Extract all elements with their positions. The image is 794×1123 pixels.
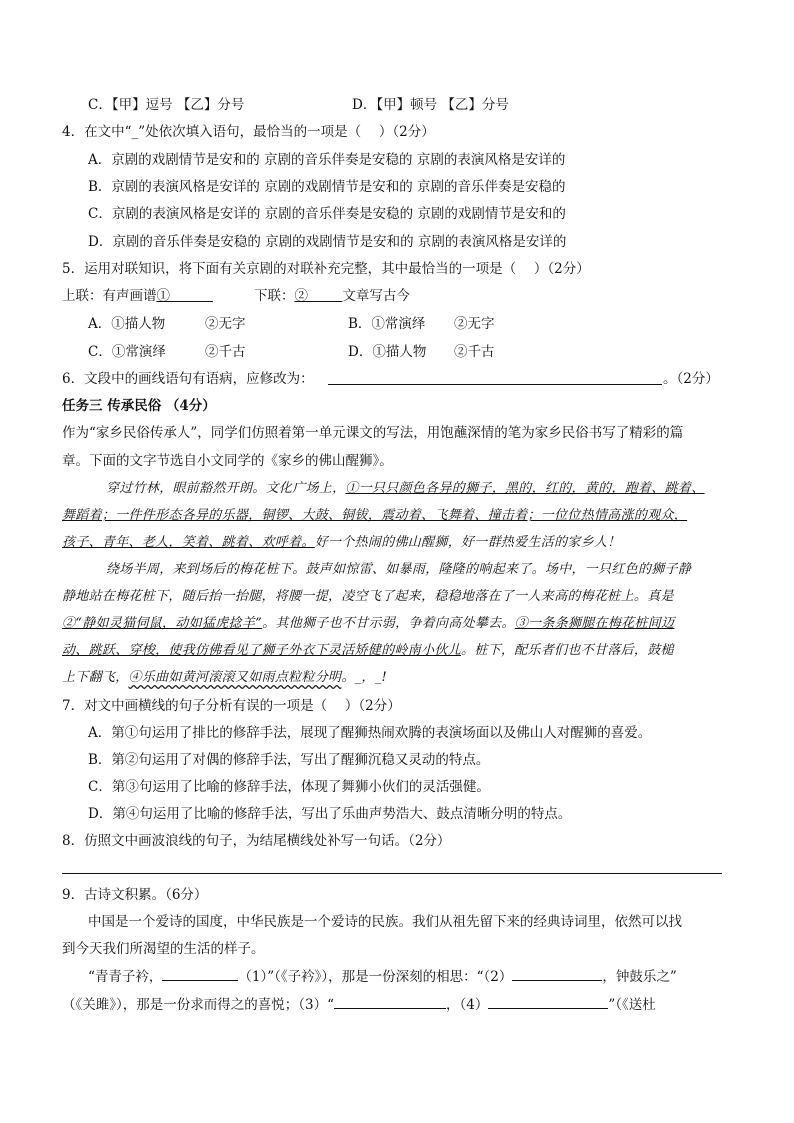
q5-option-d-2: ②千古 (454, 344, 495, 360)
q6-stem: 6．文段中的画线语句有语病，应修改为： (62, 371, 314, 387)
blank-2[interactable] (512, 966, 602, 981)
q5-option-c-1: C．①常演绎 (88, 344, 166, 360)
q4-option-a: A．京剧的戏剧情节是安和的 京剧的音乐伴奏是安稳的 京剧的表演风格是安详的 (88, 152, 566, 168)
q8-stem: 8．仿照文中画波浪线的句子，为结尾横线处补写一句话。（2分） (62, 833, 451, 849)
couplet-lower (254, 286, 410, 306)
q3-option-c: C．【甲】逗号 【乙】分号 (88, 97, 245, 113)
passage-text: 。桩下，配乐者们也不甘落后，鼓槌 (461, 643, 674, 658)
q5-stem: 5．运用对联知识，将下面有关京剧的对联补充完整，其中最恰当的一项是（ ）（2分） (62, 261, 590, 277)
q3-option-d: D．【甲】顿号 【乙】分号 (352, 97, 509, 113)
q9-text: （《关雎》），那是一份求而得之的喜悦；（3）“ (62, 997, 334, 1013)
q7-option-a: A．第①句运用了排比的修辞手法，展现了醒狮热闹欢腾的表演场面以及佛山人对醒狮的喜爱。 (88, 725, 652, 741)
q9-paragraph-line2: 到今天我们所渴望的生活的样子。 (62, 941, 265, 957)
q9-text: ，钟鼓乐之” (602, 969, 677, 985)
couplet-upper (62, 286, 213, 306)
passage-p1-line2: 舞蹈着；一件件形态各异的乐器，铜锣、大鼓、铜钹，震动着、飞舞着、撞击着；一位位热情高涨的观众， (62, 508, 688, 523)
q4-stem: 4．在文中“_”处依次填入语句，最恰当的一项是（ ）（2分） (62, 124, 435, 140)
couplet-upper-blank[interactable] (157, 288, 213, 304)
couplet-lower-prefix: 下联： (254, 288, 295, 304)
q9-text: ”（《送杜 (608, 997, 656, 1013)
q9-text: （1）”（《子衿》），那是一份深刻的相思：“（2） (238, 969, 513, 985)
task3-intro-line2: 章。下面的文字节选自小文同学的《家乡的佛山醒狮》。 (62, 453, 393, 469)
passage-p1-line3 (62, 533, 621, 553)
passage-text: 。其他狮子也不甘示弱，争着向高处攀去。 (262, 616, 515, 631)
q5-option-b-1: B．①常演绎 (348, 316, 426, 332)
q6-end: 。（2分） (663, 371, 719, 387)
q9-text: ，（4） (446, 997, 489, 1013)
passage-p2-line4 (62, 641, 674, 661)
underlined-sentence-3: ③一条条狮腿在梅花桩间迈 (514, 616, 675, 631)
passage-p2-line5 (62, 668, 387, 688)
task3-title: 任务三 传承民俗 （4分） (62, 398, 216, 414)
q7-option-b: B．第②句运用了对偶的修辞手法，写出了醒狮沉稳又灵动的特点。 (88, 752, 490, 768)
q7-option-c: C．第③句运用了比喻的修辞手法，体现了舞狮小伙们的灵活强健。 (88, 779, 490, 795)
q9-line3 (88, 966, 677, 987)
blank-3[interactable] (334, 994, 446, 1009)
q8-answer-line[interactable] (62, 873, 722, 874)
q5-option-a-2: ②无字 (205, 316, 246, 332)
blank-1[interactable] (162, 966, 238, 981)
couplet-lower-blank[interactable] (295, 288, 343, 304)
q4-option-c: C．京剧的表演风格是安详的 京剧的音乐伴奏是安稳的 京剧的戏剧情节是安和的 (88, 206, 566, 222)
couplet-lower-text: 文章写古今 (342, 288, 410, 304)
q9-line4 (62, 994, 656, 1015)
underlined-sentence-2: ②“静如灵猫伺鼠，动如猛虎捻羊” (62, 616, 263, 631)
couplet-lower-mark: ② (294, 288, 308, 304)
q6-answer-line[interactable] (328, 384, 662, 385)
q7-option-d: D．第④句运用了比喻的修辞手法，写出了乐曲声势浩大、鼓点清晰分明的特点。 (88, 806, 572, 822)
task3-intro-line1: 作为“家乡民俗传承人”，同学们仿照着第一单元课文的写法，用饱蘸深情的笔为家乡民俗书写了精彩的篇 (62, 425, 684, 441)
blank-4[interactable] (488, 994, 608, 1009)
q5-option-c-2: ②千古 (205, 344, 246, 360)
passage-p2-line1: 绕场半周，来到场后的梅花桩下。鼓声如惊雷、如暴雨，隆隆的响起来了。场中，一只红色的狮子静 (106, 562, 692, 577)
passage-p1-line1 (106, 479, 705, 499)
underlined-sentence-3-end: 动、跳跃、穿梭，使我仿佛看见了狮子外衣下灵活矫健的岭南小伙儿 (62, 643, 462, 658)
q9-text: “青青子衿， (88, 969, 163, 985)
underlined-sentence-1: ①一只只颜色各异的狮子，黑的，红的，黄的，跑着、跳着、 (345, 481, 705, 496)
passage-text: 好一个热闹的佛山醒狮，好一群热爱生活的家乡人！ (314, 535, 621, 550)
underlined-sentence-1-end: 孩子、青年、老人，笑着、跳着、欢呼着。 (62, 535, 315, 550)
q4-option-d: D．京剧的音乐伴奏是安稳的 京剧的戏剧情节是安和的 京剧的表演风格是安详的 (88, 234, 567, 250)
q5-option-b-2: ②无字 (454, 316, 495, 332)
passage-text: 穿过竹林，眼前豁然开朗。文化广场上， (106, 481, 346, 496)
q9-paragraph-line1: 中国是一个爱诗的国度，中华民族是一个爱诗的民族。我们从祖先留下来的经典诗词里，依然可以找 (88, 914, 682, 930)
q4-option-b: B．京剧的表演风格是安详的 京剧的戏剧情节是安和的 京剧的音乐伴奏是安稳的 (88, 179, 566, 195)
wavy-sentence-4: ④乐曲如黄河滚滚又如雨点粒粒分明 (128, 670, 342, 685)
q7-stem: 7．对文中画横线的句子分析有误的一项是（ ）（2分） (62, 698, 401, 714)
q5-option-d-1: D．①描人物 (348, 344, 427, 360)
passage-p2-line3 (62, 614, 674, 634)
q9-stem: 9．古诗文积累。（6分） (62, 887, 208, 903)
couplet-upper-text: 上联：有声画谱 (62, 288, 157, 304)
passage-text: 上下翻飞， (62, 670, 129, 685)
q5-option-a-1: A．①描人物 (88, 316, 166, 332)
passage-blanks[interactable]: 。_，_! (341, 670, 388, 685)
couplet-upper-mark: ① (156, 288, 170, 304)
passage-p2-line2: 静地站在梅花桩下，随后抬一抬腿，将腰一提，凌空飞了起来，稳稳地落在了一人来高的梅花桩上。真是 (62, 589, 674, 604)
